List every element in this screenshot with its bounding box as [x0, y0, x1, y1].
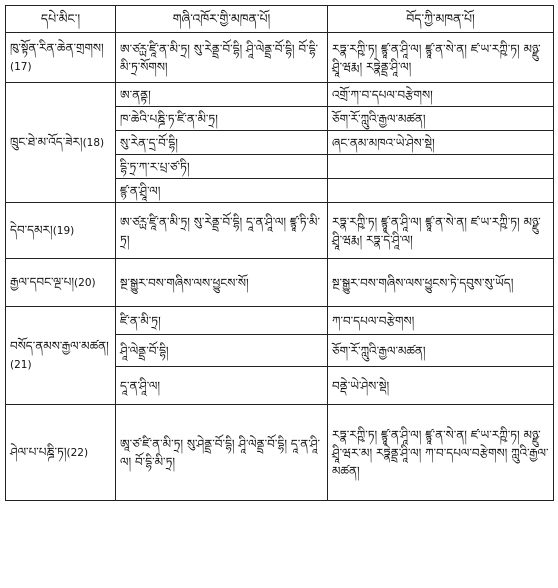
translators-table — [5, 5, 554, 501]
source-cell — [6, 307, 116, 405]
note-ref: (20) — [74, 277, 96, 289]
source-cell — [6, 405, 116, 501]
indian-cell: སྔ་སྒྱུར་བས་གཞིས་ལས་ཕྱུངས་སོ། — [116, 259, 328, 307]
source-name: བསོད་ནམས་རྒྱལ་མཚན། — [10, 339, 109, 353]
header-row — [6, 6, 554, 33]
table-row — [6, 405, 554, 501]
indian-cell: ཁ་ཆེའི་པཎྜི་ཏ་ཛི་ན་མི་ཏྲ། — [116, 107, 328, 131]
source-name: ཁྲུང་ཐེ་མ་འོད་ཟེར། — [10, 135, 83, 149]
note-ref: (22) — [66, 447, 89, 459]
tibetan-cell: བནྡེ་ཡེ་ཤེས་སྡེ། — [328, 367, 554, 405]
source-name: དེབ་དམར། — [10, 223, 53, 237]
table-row — [6, 33, 554, 83]
tibetan-cell: རཏྣ་རཀྵི་ཏ། ཛྙཱ་ན་ཤཱི་ལ། ཛྙཱ་ན་སེ་ན། ཛ་ཡ་རཀྵི་ཏ། མཉྫུ་ཤྲཱི་ཝརྨ། རཏྣེནྡྲ་ཤཱི་ལ། — [328, 33, 554, 83]
source-name: ཁུ་སྟོན་རིན་ཆེན་གྲགས། — [10, 41, 104, 55]
header-indian-masters: གཞི་འཁོར་གྱི་མཁན་པོ། — [116, 6, 328, 33]
tibetan-cell: ཅོག་རོ་ཀླུའི་རྒྱལ་མཚན། — [328, 335, 554, 367]
source-name: རྒྱལ་དབང་ལྔ་པ། — [10, 275, 75, 289]
indian-cell: ཛྙ་ན་ཤྲཱི་ལ། — [116, 179, 328, 203]
tibetan-cell: ཞང་ནམ་མཁའ་ཡེ་ཤེས་སྡེ། — [328, 131, 554, 155]
header-tibetan-masters: བོད་ཀྱི་མཁན་པོ། — [328, 6, 554, 33]
note-ref: (19) — [52, 225, 75, 237]
indian-cell: དཱ་ན་ཤཱི་ལ། — [116, 367, 328, 405]
table-row — [6, 203, 554, 259]
indian-cell: ཤཱི་ལེནྡྲ་བོ་དྷི། — [116, 335, 328, 367]
source-cell — [6, 83, 116, 203]
header-source: དཔེ་མིང་། — [6, 6, 116, 33]
tibetan-cell: རཏྣ་རཀྵི་ཏ། ཛྙཱ་ན་ཤཱི་ལ། ཛྙཱ་ན་སེ་ན། ཛ་ཡ་རཀྵི་ཏ། མཉྫུ་ཤྲཱི་ཝརྨ། རཏྣ་དེ་ཤཱི་ལ། — [328, 203, 554, 259]
tibetan-cell — [328, 155, 554, 179]
tibetan-cell — [328, 179, 554, 203]
tibetan-cell: རཏྣ་རཀྵི་ཏ། ཛྙཱ་ན་ཤཱི་ལ། ཛྙཱ་ན་སེ་ན། ཛ་ཡ་རཀྵི་ཏ། མཉྫུ་ཤྲཱི་ཝར་མ། རཏྣེནྡྲ་ཤཱི་ལ། ཀ་བ་དཔལ་བརྩེགས། ཀླུའི་རྒྱལ་མཚན། — [328, 405, 554, 501]
indian-cell: དྷི་ཏྲ་ཀ་ར་པྲ་ཙ་ཏི། — [116, 155, 328, 179]
indian-cell: ཨཱ་ཙ་ཛི་ན་མི་ཏྲ། སུ་ཤེནྡྲ་བོ་དྷི། ཤཱི་ལེནྡྲ་བོ་དྷི། དཱ་ན་ཤཱི་ལ། བོ་དྷི་མི་ཏྲ། — [116, 405, 328, 501]
source-name: ཤེལ་པ་པཎྜི་ཏ། — [10, 445, 67, 459]
indian-cell: ཨ་ཙཪྻ་ཛཱི་ན་མི་ཏྲ། སུ་རེནྡྲ་བོ་དྷི། ཤཱི་ལེནྡྲ་བོ་དྷི། བོ་དྷི་མི་ཏྲ་སོགས། — [116, 33, 328, 83]
indian-cell: ཛི་ན་མི་ཏྲ། — [116, 307, 328, 335]
indian-cell: ཨ་ནནྟ། — [116, 83, 328, 107]
table-row — [6, 83, 554, 107]
indian-cell: ཨ་ཙཪྻ་ཛཱི་ན་མི་ཏྲ། སུ་རེནྡྲ་བོ་དྷི། དཱ་ན་ཤཱི་ལ། ཛྙཱ་ཏི་མི་ཏྲ། — [116, 203, 328, 259]
table-row — [6, 307, 554, 335]
tibetan-cell: ཀ་བ་དཔལ་བརྩེགས། — [328, 307, 554, 335]
tibetan-cell: འགྲོ་ཀ་བ་དཔལ་བརྩེགས། — [328, 83, 554, 107]
source-cell — [6, 33, 116, 83]
note-ref: (18) — [82, 137, 105, 149]
source-cell — [6, 259, 116, 307]
tibetan-cell: ཅོག་རོ་ཀླུའི་རྒྱལ་མཚན། — [328, 107, 554, 131]
indian-cell: སུ་རེན་དྲ་བོ་དྷི། — [116, 131, 328, 155]
table-row — [6, 259, 554, 307]
source-cell — [6, 203, 116, 259]
note-ref: (17) — [10, 61, 32, 73]
tibetan-cell: སྔ་སྒྱུར་བས་གཞིས་ལས་ཕྱུངས་ཏེ་དབུས་སུ་ཡོད། — [328, 259, 554, 307]
note-ref: (21) — [10, 359, 32, 371]
